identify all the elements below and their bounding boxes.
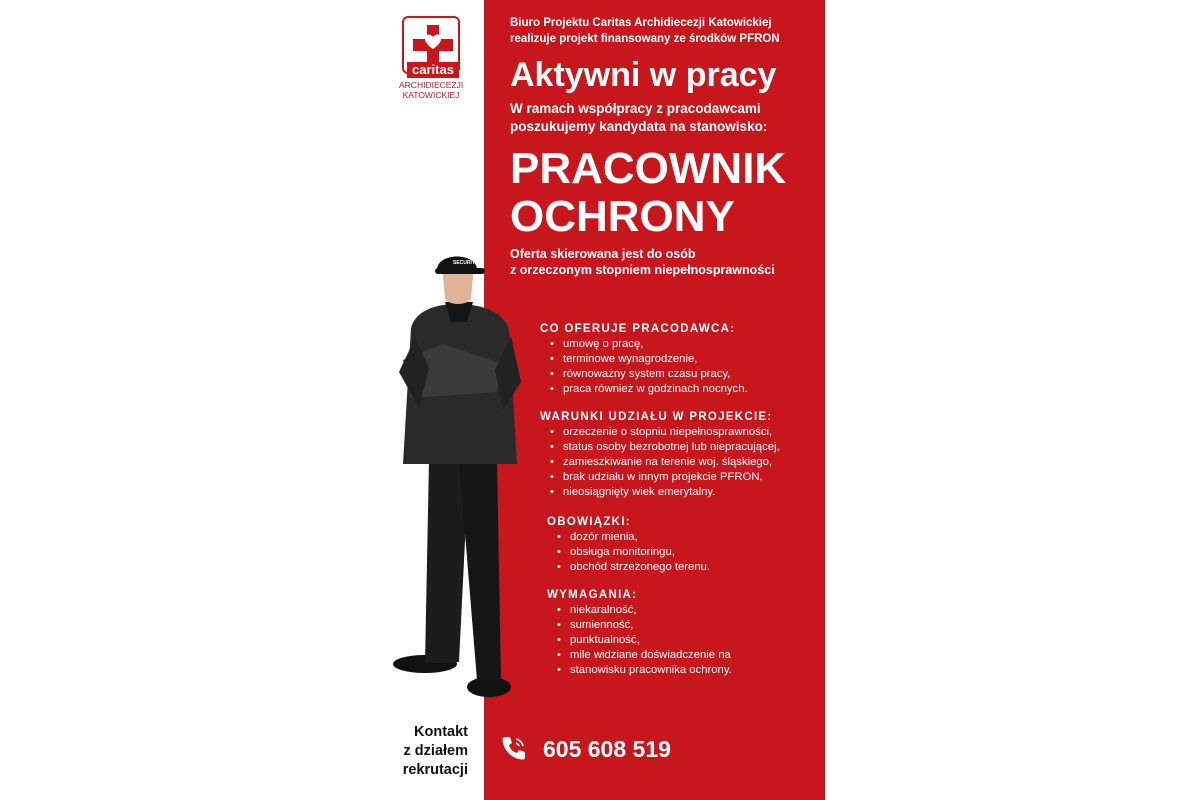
list-item: • status osoby bezrobotnej lub niepracującej, <box>550 440 780 455</box>
phone-number: 605 608 519 <box>543 736 671 762</box>
headline: Aktywni w pracy <box>510 56 777 94</box>
logo-org-name: ARCHIDIECEZJI KATOWICKIEJ <box>399 80 464 100</box>
list-item: • punktualność, <box>557 633 732 648</box>
list-item: • praca również w godzinach nocnych. <box>550 382 748 397</box>
svg-text:SECURITY: SECURITY <box>453 260 479 266</box>
conditions-list <box>550 425 780 500</box>
list-item: • równoważny system czasu pracy, <box>550 367 748 382</box>
list-item: • mile widziane doświadczenie na <box>557 648 732 663</box>
target-group-text: Oferta skierowana jest do osób z orzeczonym stopniem niepełnosprawności <box>510 247 775 277</box>
list-item: • niekaralność, <box>557 603 732 618</box>
list-item-continuation: • stanowisku pracownika ochrony. <box>557 663 732 678</box>
list-item: • nieosiągnięty wiek emerytalny. <box>550 485 780 500</box>
logo-word: caritas <box>407 62 459 78</box>
list-item: • terminowe wynagrodzenie, <box>550 352 748 367</box>
list-item: • sumienność, <box>557 618 732 633</box>
intro-text: W ramach współpracy z pracodawcami poszukujemy kandydata na stanowisko: <box>510 101 768 134</box>
duties-list <box>557 530 710 575</box>
project-info: Biuro Projektu Caritas Archidiecezji Katowickiej realizuje projekt finansowany ze środków PFRON <box>510 17 780 45</box>
offer-list <box>550 337 748 397</box>
list-item: • obsługa monitoringu, <box>557 545 710 560</box>
cross-icon <box>413 25 453 65</box>
list-item: • obchód strzeżonego terenu. <box>557 560 710 575</box>
contact-label: Kontakt z działem rekrutacji <box>402 724 468 778</box>
caritas-logo <box>399 16 463 112</box>
list-item: • zamieszkiwanie na terenie woj. śląskiego, <box>550 455 780 470</box>
section-title-duties: OBOWIĄZKI: <box>547 516 631 528</box>
section-title-conditions: WARUNKI UDZIAŁU W PROJEKCIE: <box>540 411 773 423</box>
requirements-list <box>557 603 732 678</box>
security-guard-figure <box>385 232 530 702</box>
list-item: • orzeczenie o stopniu niepełnosprawności, <box>550 425 780 440</box>
caritas-logo-mark <box>402 16 460 77</box>
list-item: • brak udziału w innym projekcie PFRON, <box>550 470 780 485</box>
section-title-offer: CO OFERUJE PRACODAWCA: <box>540 323 736 335</box>
position-title: PRACOWNIK OCHRONY <box>510 144 787 241</box>
list-item: • dozór mienia, <box>557 530 710 545</box>
phone-icon <box>500 734 528 762</box>
section-title-requirements: WYMAGANIA: <box>547 589 638 601</box>
list-item: • umowę o pracę, <box>550 337 748 352</box>
